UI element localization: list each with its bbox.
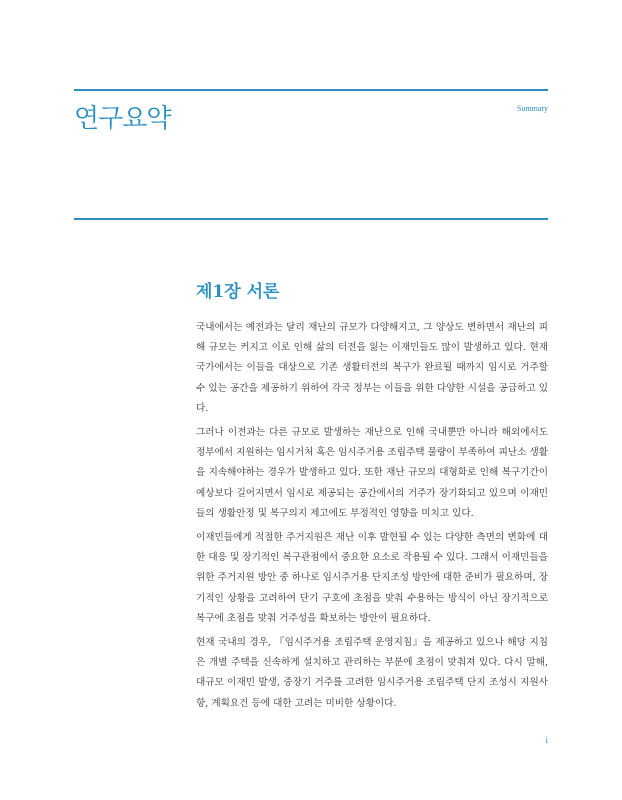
- paragraph: 이재민들에게 적절한 주거지원은 재난 이후 발현될 수 있는 다양한 측면의 변화에 대한 대응 및 장기적인 복구관점에서 중요한 요소로 작용될 수 있다. 그래서 이재민들을 위한 주거지원 방안 중 하나로 임시주거용 단지조성 방안에 대한 준비가 필요하며, 장기적인 상황을 고려하여 단기 구호에 초점을 맞춰 수용하는 방식이 아닌 장기적으로 복구에 초점을 맞춰 거주성을 확보하는 방안이 필요하다.: [196, 532, 548, 624]
- chapter-heading: 제1장 서론: [196, 282, 280, 302]
- bottom-divider: [74, 218, 548, 220]
- page-title: 연구요약: [74, 104, 171, 134]
- paragraph: 그러나 이전과는 다른 규모로 발생하는 재난으로 인해 국내뿐만 아니라 해외에서도 정부에서 지원하는 임시거처 혹은 임시주거용 조립주택 물량이 부족하여 피난소 생활을 지속해야하는 경우가 발생하고 있다. 또한 재난 규모의 대형화로 인해 복구기간이 예상보다 길어지면서 임시로 제공되는 공간에서의 거주가 장기화되고 있으며 이재민들의 생활안정 및 복구의지 제고에도 부정적인 영향을 미치고 있다.: [196, 427, 548, 519]
- paragraph: 현재 국내의 경우, 『임시주거용 조립주택 운영지침』을 제공하고 있으나 해당 지침은 개별 주택을 신속하게 설치하고 관리하는 부분에 초점이 맞춰져 있다. 다시 말해, 대규모 이재민 발생, 중장기 거주를 고려한 임시주거용 조립주택 단지 조성시 지원사항, 계획요건 등에 대한 고려는 미비한 상황이다.: [196, 637, 548, 709]
- top-divider: [74, 89, 548, 91]
- page-number: i: [545, 735, 548, 745]
- section-label: Summary: [516, 104, 548, 113]
- paragraph: 국내에서는 예전과는 달리 재난의 규모가 다양해지고, 그 양상도 변하면서 재난의 피해 규모는 커지고 이로 인해 삶의 터전을 잃는 이재민들도 많이 발생하고 있다. 현재 국가에서는 이들을 대상으로 기존 생활터전의 복구가 완료될 때까지 임시로 거주할 수 있는 공간을 제공하기 위하여 각국 정부는 이들을 위한 다양한 시설을 공급하고 있다.: [196, 322, 548, 414]
- body-text: [196, 318, 548, 718]
